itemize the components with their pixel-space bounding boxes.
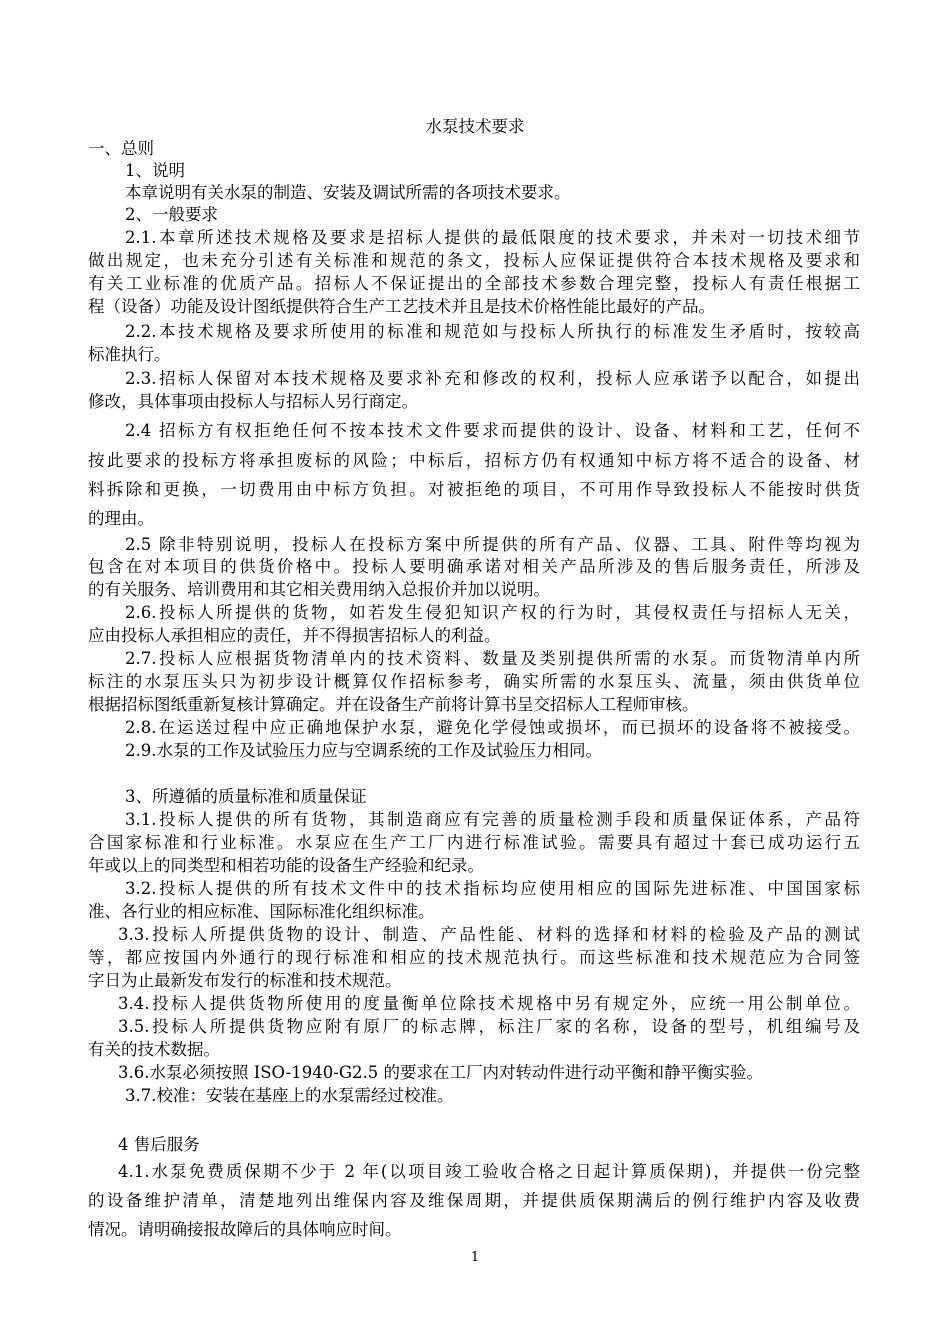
paragraph-line: 应由投标人承担相应的责任，并不得损害招标人的利益。 [88,626,501,645]
paragraph-line: 程（设备）功能及设计图纸提供符合生产工艺技术并且是技术价格性能比最好的产品。 [88,297,715,316]
paragraph-line: 有关工业标准的优质产品。招标人不保证提出的全部技术参数合理完整，投标人有责任根据工 [88,274,860,293]
paragraph-line: 根据招标图纸重新复核计算确定。并在设备生产前将计算书呈交招标人工程师审核。 [88,695,699,714]
paragraph-line: 2.9.水泵的工作及试验压力应与空调系统的工作及试验压力相同。 [125,741,602,760]
paragraph-line: 合国家标准和行业标准。水泵应在生产工厂内进行标准试验。需要具有超过十套已成功运行五 [88,833,860,852]
paragraph-line: 的理由。 [88,509,154,528]
paragraph-line: 2.8.在运送过程中应正确地保护水泵，避免化学侵蚀或损坏，而已损坏的设备将不被接受。 [125,718,860,737]
paragraph-line: 2.6.投标人所提供的货物，如若发生侵犯知识产权的行为时，其侵权责任与招标人无关， [125,603,860,622]
paragraph-line: 准、各行业的相应标准、国际标准化组织标准。 [88,902,435,921]
paragraph-line: 修改，具体事项由投标人与招标人另行商定。 [88,392,418,411]
paragraph-line: 按此要求的投标方将承担废标的风险；中标后，招标方仍有权通知中标方将不适合的设备、材 [88,451,860,470]
paragraph-line: 字日为止最新发布发行的标准和技术规范。 [88,971,402,990]
section-heading: 一、总则 [88,139,154,158]
paragraph-line: 有关的技术数据。 [88,1040,220,1059]
subsection-heading: 3、所遵循的质量标准和质量保证 [125,787,367,806]
paragraph-line: 3.3.投标人所提供货物的设计、制造、产品性能、材料的选择和材料的检验及产品的测试 [118,925,860,944]
paragraph-line: 2.5 除非特别说明，投标人在投标方案中所提供的所有产品、仪器、工具、附件等均视为 [125,535,860,554]
subsection-heading: 1、说明 [125,161,185,180]
paragraph-line: 包含在对本项目的供货价格中。投标人要明确承诺对相关产品所涉及的售后服务责任，所涉及 [88,557,860,576]
paragraph-line: 的设备维护清单，清楚地列出维保内容及维保周期，并提供质保期满后的例行维护内容及收费 [88,1191,860,1210]
paragraph-line: 等，都应按国内外通行的现行标准和相应的技术规范执行。而这些标准和技术规范应为合同签 [88,948,860,967]
paragraph-line: 3.6.水泵必须按照 ISO-1940-G2.5 的要求在工厂内对转动件进行动平衡和静平衡实验。 [118,1063,763,1082]
paragraph-line: 料拆除和更换，一切费用由中标方负担。对被拒绝的项目，不可用作导致投标人不能按时供货 [88,480,860,499]
paragraph-line: 本章说明有关水泵的制造、安装及调试所需的各项技术要求。 [125,183,571,202]
paragraph-line: 做出规定，也未充分引述有关标准和规范的条文，投标人应保证提供符合本技术规格及要求和 [88,251,860,270]
paragraph-line: 情况。请明确接报故障后的具体响应时间。 [88,1220,402,1239]
subsection-heading: 2、一般要求 [125,205,218,224]
paragraph-line: 2.3.招标人保留对本技术规格及要求补充和修改的权利，投标人应承诺予以配合，如提出 [125,369,860,388]
paragraph-line: 4.1.水泵免费质保期不少于 2 年(以项目竣工验收合格之日起计算质保期)，并提供一份完整 [118,1162,860,1181]
paragraph-line: 2.1.本章所述技术规格及要求是招标人提供的最低限度的技术要求，并未对一切技术细节 [125,228,860,247]
page-number: 1 [470,1250,480,1265]
paragraph-line: 2.4 招标方有权拒绝任何不按本技术文件要求而提供的设计、设备、材料和工艺，任何不 [125,421,860,440]
paragraph-line: 标注的水泵压头只为初步设计概算仅作招标参考，确实所需的水泵压头、流量，须由供货单位 [88,672,860,691]
paragraph-line: 3.7.校准：安装在基座上的水泵需经过校准。 [125,1086,454,1105]
paragraph-line: 标准执行。 [88,345,171,364]
paragraph-line: 年或以上的同类型和相若功能的设备生产经验和纪录。 [88,856,484,875]
paragraph-line: 的有关服务、培训费用和其它相关费用纳入总报价并加以说明。 [88,580,550,599]
section-heading: 4 售后服务 [118,1135,200,1154]
paragraph-line: 2.7.投标人应根据货物清单内的技术资料、数量及类别提供所需的水泵。而货物清单内所 [125,649,860,668]
paragraph-line: 3.1.投标人提供的所有货物，其制造商应有完善的质量检测手段和质量保证体系，产品符 [125,810,860,829]
document-title: 水泵技术要求 [425,117,525,136]
paragraph-line: 3.2.投标人提供的所有技术文件中的技术指标均应使用相应的国际先进标准、中国国家标 [125,879,860,898]
paragraph-line: 3.4.投标人提供货物所使用的度量衡单位除技术规格中另有规定外，应统一用公制单位。 [118,994,860,1013]
paragraph-line: 3.5.投标人所提供货物应附有原厂的标志牌，标注厂家的名称，设备的型号，机组编号及 [118,1017,860,1036]
paragraph-line: 2.2.本技术规格及要求所使用的标准和规范如与投标人所执行的标准发生矛盾时，按较高 [125,322,860,341]
